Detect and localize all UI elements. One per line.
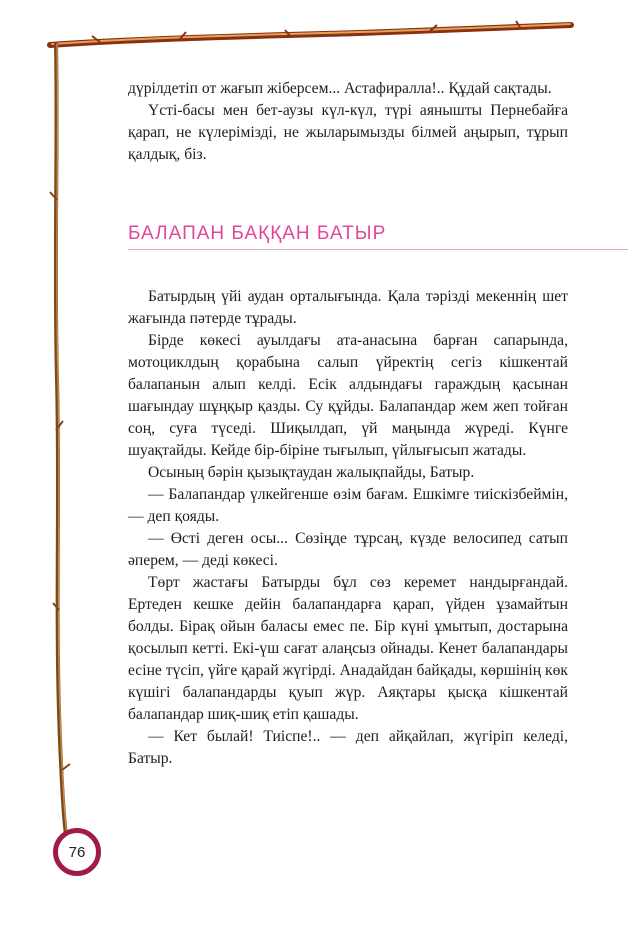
paragraph: — Балапандар үлкейгенше өзім бағам. Ешкімге тиіскізбеймін, — деп қояды. bbox=[128, 486, 568, 525]
story-title: БАЛАПАН БАҚҚАН БАТЫР bbox=[128, 223, 387, 244]
page-number: 76 bbox=[53, 828, 101, 876]
paragraph: — Өсті деген осы... Сөзіңде тұрсаң, күзде велосипед сатып әперем, — деді көкесі. bbox=[128, 530, 568, 569]
paragraph: Үсті-басы мен бет-аузы күл-күл, түрі аянышты Пернебайға қарап, не күлерімізді, не жыларымызды білмей аңырып, тұрып қалдық, біз. bbox=[128, 102, 568, 163]
paragraph: дүрілдетіп от жағып жіберсем... Астафиралла!.. Құдай сақтады. bbox=[128, 80, 552, 97]
continued-text bbox=[128, 78, 568, 166]
title-underline bbox=[128, 249, 628, 250]
paragraph: Төрт жастағы Батырды бұл сөз керемет нандырғандай. Ертеден кешке дейін балапандарға қарап, үйден ұзамайтын болды. Бірақ ойын баласы емес пе. Бір күні ұмытып, достарына қосылып кетті. Екі-үш сағат алаңсыз ойнады. Кенет балапандары есіне түсіп, үйге қарай жүгірді. Анадайдан байқады, көршінің көк күшігі балапандарды қуып жүр. Аяқтары қысқа кішкентай балапандар шиқ-шиқ етіп қашады. bbox=[128, 574, 568, 723]
paragraph: — Кет былай! Тиіспе!.. — деп айқайлап, жүгіріп келеді, Батыр. bbox=[128, 728, 568, 767]
paragraph: Осының бәрін қызықтаудан жалықпайды, Батыр. bbox=[148, 464, 475, 481]
paragraph: Батырдың үйі аудан орталығында. Қала тәрізді мекеннің шет жағында пәтерде тұрады. bbox=[128, 288, 568, 327]
paragraph: Бірде көкесі ауылдағы ата-анасына барған сапарында, мотоциклдың қорабына салып үйректің сегіз кішкентай балапанын алып келді. Есік алдындағы гараждың қасынан шағындау шұңқыр қазды. Су құйды. Балапандар жем жеп тойған соң, суға түседі. Шиқылдап, үй маңында жүреді. Күнге шуақтайды. Кейде бір-біріне тығылып, үйлығысып жатады. bbox=[128, 332, 568, 459]
story-text bbox=[128, 286, 568, 770]
